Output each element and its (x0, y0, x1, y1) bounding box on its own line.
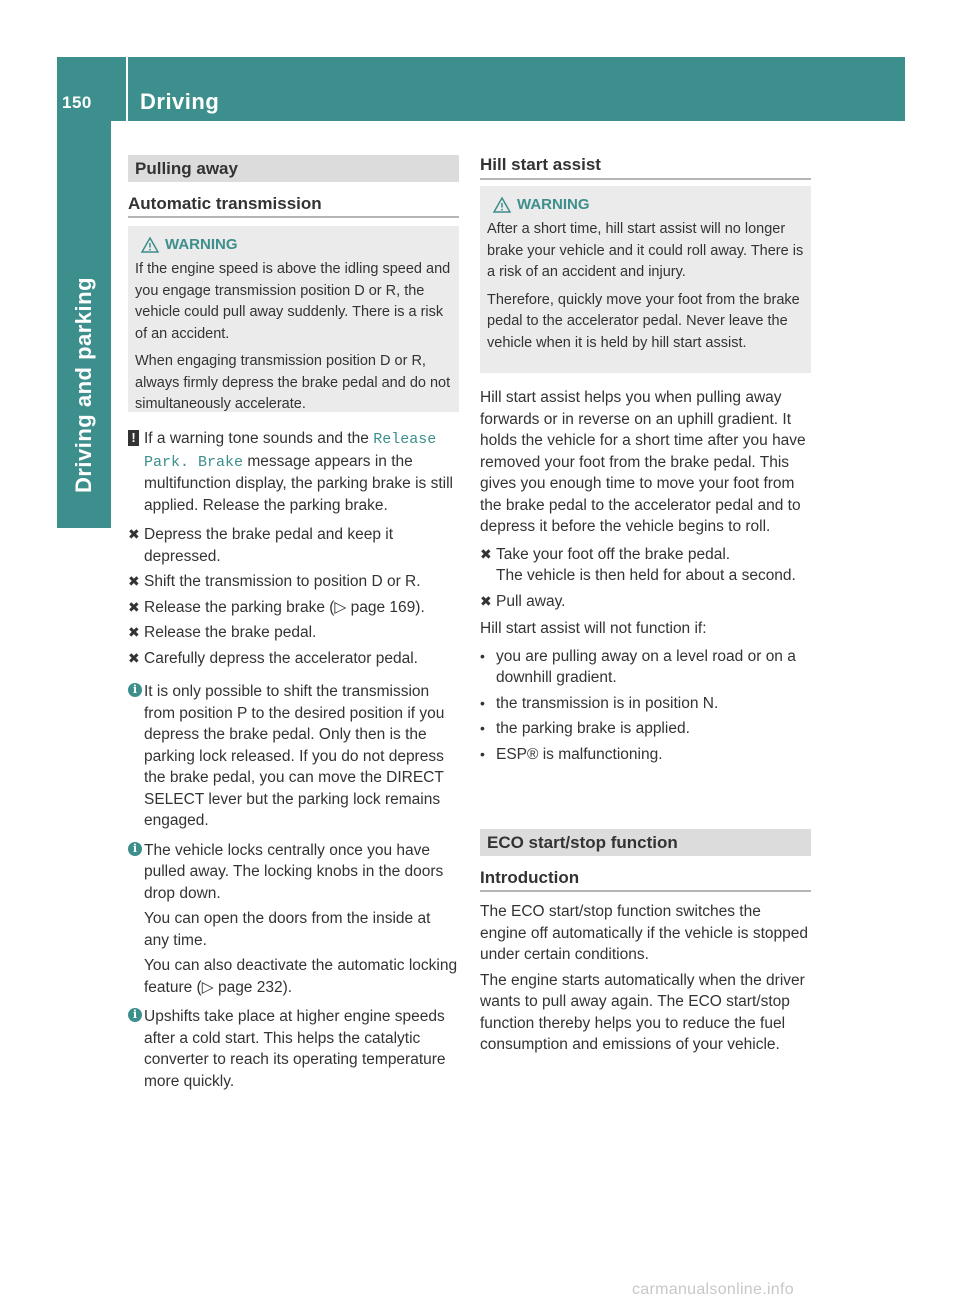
arrow-right-icon: ✖ (480, 545, 492, 562)
info-text-2c: You can also deactivate the automatic locking feature (▷ page 232). (144, 957, 458, 996)
step-item (128, 571, 459, 593)
arrow-right-icon: ✖ (128, 649, 140, 666)
step-text: Carefully depress the accelerator pedal. (144, 649, 418, 667)
section-pulling-away: Pulling away (128, 155, 459, 182)
bullet-item (480, 744, 811, 766)
exclamation-icon: ! (128, 430, 139, 446)
step-text: Release the brake pedal. (144, 624, 317, 641)
step-text: Depress the brake pedal and keep it depressed. (144, 526, 394, 565)
info-note-1 (128, 681, 459, 832)
display-message-code: Release Park. Brake (144, 431, 437, 471)
bullet-item (480, 718, 811, 740)
not-function-text: Hill start assist will not function if: (480, 620, 707, 637)
arrow-right-icon: ✖ (128, 598, 140, 615)
note-text-post: message appears in the multifunction display, the parking brake is still applied. Release the parking brake. (144, 452, 453, 514)
parking-brake-note (128, 428, 459, 516)
step-text: Pull away. (496, 592, 566, 610)
warning-box-right (480, 186, 811, 373)
step-item (128, 648, 459, 670)
info-note-2 (128, 840, 459, 905)
warning-box-left (128, 226, 459, 412)
left-body (128, 428, 459, 1096)
step-item (128, 524, 459, 567)
step-text: Take your foot off the brake pedal. (496, 545, 731, 563)
right-body (480, 387, 811, 769)
warning-text-2: Therefore, quickly move your foot from the brake pedal to the accelerator pedal. Never leave the vehicle when it is held by hill start assist. (487, 291, 800, 351)
info-text-2b: You can open the doors from the inside at any time. (144, 910, 431, 949)
arrow-right-icon: ✖ (128, 573, 140, 589)
step-result: The vehicle is then held for about a second. (496, 567, 796, 584)
info-icon: i (128, 1008, 142, 1022)
subheading-introduction: Introduction (480, 868, 811, 892)
warning-text-1: If the engine speed is above the idling speed and you engage transmission position D or R, the vehicle could pull away suddenly. There is a risk of an accident. (135, 261, 451, 342)
bullet-icon: • (480, 745, 485, 762)
section-eco-start-stop: ECO start/stop function (480, 829, 811, 856)
bullet-text: you are pulling away on a level road or on a downhill gradient. (496, 647, 796, 686)
bullet-text: ESP® is malfunctioning. (496, 745, 663, 763)
chapter-title: Driving (140, 89, 220, 114)
eco-text-1: The ECO start/stop function switches the engine off automatically if the vehicle is stopped under certain conditions. (480, 903, 808, 963)
eco-text-2: The engine starts automatically when the driver wants to pull away again. The ECO start/stop function thereby helps you to reduce the fuel consumption and emissions of your vehicle. (480, 971, 805, 1053)
note-text-pre: If a warning tone sounds and the (144, 430, 369, 447)
info-text-1: It is only possible to shift the transmission from position P to the desired position if you depress the brake pedal. Only then is the parking lock released. If you do not depress the brake pedal, you can move the DIRECT SELECT lever but the parking lock remains engaged. (144, 683, 445, 829)
warning-triangle-icon (141, 237, 159, 253)
warning-label: WARNING (517, 196, 590, 213)
info-icon: i (128, 842, 142, 856)
bullet-icon: • (480, 720, 485, 736)
arrow-right-icon: ✖ (128, 526, 140, 542)
warning-title (135, 236, 452, 253)
warning-text-2: When engaging transmission position D or R, always firmly depress the brake pedal and do not simultaneously accelerate. (135, 353, 451, 412)
step-text: Shift the transmission to position D or R. (144, 573, 421, 590)
step-item (480, 591, 811, 613)
arrow-right-icon: ✖ (480, 592, 492, 609)
hill-start-intro: Hill start assist helps you when pulling away forwards or in reverse on an uphill gradient. It holds the vehicle for a short time after you have removed your foot from the brake pedal. This gives you enough time to move your foot from the brake pedal to the accelerator pedal and to depress it before the vehicle begins to roll. (480, 389, 806, 535)
info-icon: i (128, 683, 142, 697)
info-note-3 (128, 1006, 459, 1092)
bullet-icon: • (480, 647, 485, 664)
subheading-automatic-transmission: Automatic transmission (128, 194, 459, 218)
eco-body (480, 901, 811, 1060)
warning-title (487, 196, 804, 213)
bullet-icon: • (480, 694, 485, 711)
header-divider (126, 57, 128, 121)
side-tab-label: Driving and parking (71, 276, 96, 494)
warning-text-1: After a short time, hill start assist will no longer brake your vehicle and it could roll away. There is a risk of an accident and injury. (487, 221, 804, 280)
bullet-text: the parking brake is applied. (496, 720, 690, 737)
warning-triangle-icon (493, 197, 511, 213)
info-text-3: Upshifts take place at higher engine speeds after a cold start. This helps the catalytic converter to reach its operating temperature more quickly. (144, 1008, 446, 1090)
page-number: 150 (62, 93, 92, 112)
info-text-2a: The vehicle locks centrally once you have pulled away. The locking knobs in the doors drop down. (144, 841, 444, 902)
step-item (128, 622, 459, 644)
warning-label: WARNING (165, 236, 238, 253)
subheading-hill-start-assist: Hill start assist (480, 155, 811, 180)
bullet-text: the transmission is in position N. (496, 694, 719, 712)
step-item (128, 597, 459, 619)
step-text: Release the parking brake (▷ page 169). (144, 598, 425, 616)
bullet-item (480, 646, 811, 689)
step-item (480, 544, 811, 566)
bullet-item (480, 693, 811, 715)
arrow-right-icon: ✖ (128, 624, 140, 640)
watermark: carmanualsonline.info (632, 1281, 794, 1298)
